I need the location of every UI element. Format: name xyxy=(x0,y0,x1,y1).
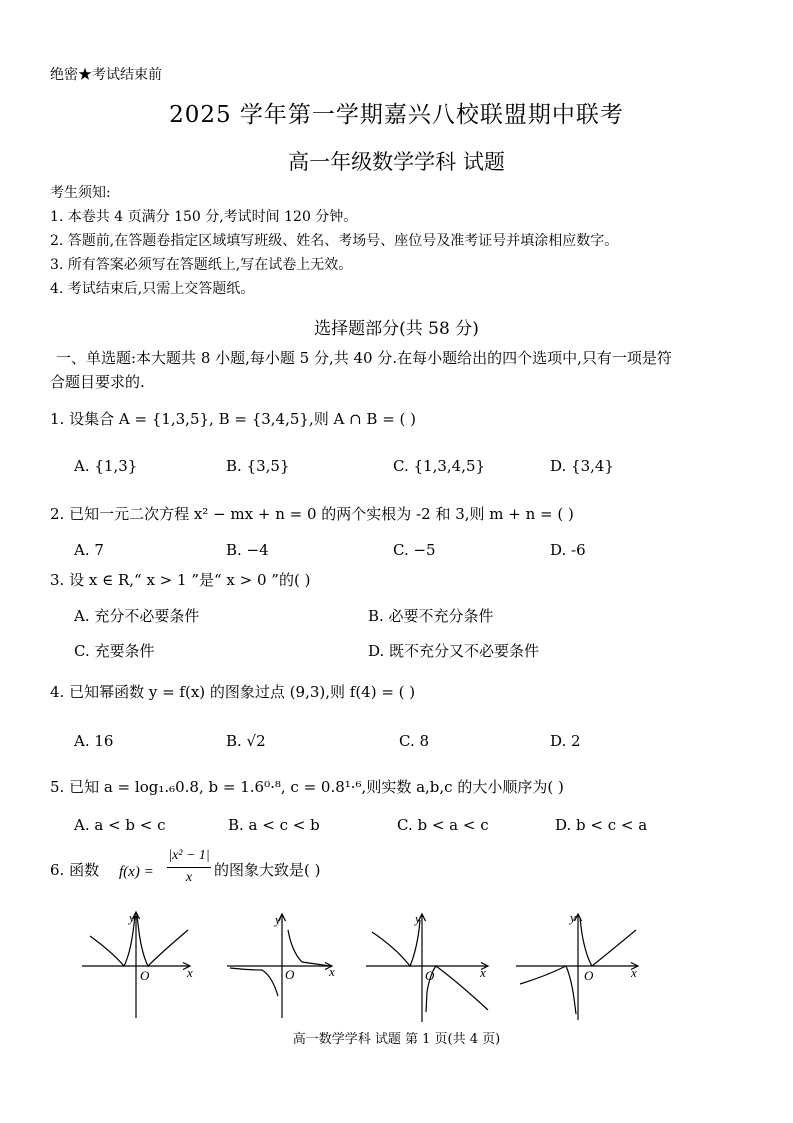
notice-item: 4. 考试结束后,只需上交答题纸。 xyxy=(50,281,255,297)
q4-option-b: B. √2 xyxy=(226,732,266,750)
q5-option-c: C. b < a < c xyxy=(397,816,489,834)
q3-option-c: C. 充要条件 xyxy=(74,642,155,660)
axis-y-label: y xyxy=(129,910,135,925)
notice-heading: 考生须知: xyxy=(50,185,111,201)
page-footer: 高一数学学科 试题 第 1 页(共 4 页) xyxy=(292,1032,501,1047)
q1-option-a: A. {1,3} xyxy=(74,457,138,475)
q3-option-b: B. 必要不充分条件 xyxy=(368,607,494,625)
q2-option-a: A. 7 xyxy=(74,541,104,559)
axis-y-label: y xyxy=(415,911,421,926)
q6-formula-numerator: |x² − 1| xyxy=(168,848,210,863)
confidential-label: 绝密★考试结束前 xyxy=(50,67,162,83)
question-3-stem: 3. 设 x ∈ R,“ x > 1 ”是“ x > 0 ”的( ) xyxy=(50,571,311,589)
graph-option-d xyxy=(516,914,638,1020)
question-5-stem: 5. 已知 a = log₁.₆0.8, b = 1.6⁰·⁸, c = 0.8¹·⁶,则实数 a,b,c 的大小顺序为( ) xyxy=(50,778,564,796)
q2-option-b: B. −4 xyxy=(226,541,269,559)
section-title: 选择题部分(共 58 分) xyxy=(314,319,479,339)
exam-subtitle: 高一年级数学学科 试题 xyxy=(288,150,505,174)
q1-option-b: B. {3,5} xyxy=(226,457,290,475)
question-1-stem: 1. 设集合 A = {1,3,5}, B = {3,4,5},则 A ∩ B = ( ) xyxy=(50,410,417,428)
q6-stem-prefix: 6. 函数 xyxy=(50,861,100,879)
q2-option-d: D. -6 xyxy=(550,541,586,559)
notice-item: 3. 所有答案必须写在答题纸上,写在试卷上无效。 xyxy=(50,257,353,273)
graph-option-a xyxy=(82,912,190,1018)
q5-option-b: B. a < c < b xyxy=(228,816,320,834)
part-instruction-cont: 合题目要求的. xyxy=(50,373,145,391)
axis-y-label: y xyxy=(570,910,576,925)
axis-x-label: x xyxy=(187,965,193,980)
axis-x-label: x xyxy=(631,965,637,980)
exam-title: 2025 学年第一学期嘉兴八校联盟期中联考 xyxy=(169,102,624,128)
axis-x-label: x xyxy=(480,965,486,980)
q6-stem-suffix: 的图象大致是( ) xyxy=(214,861,321,879)
q4-option-c: C. 8 xyxy=(399,732,430,750)
q5-option-a: A. a < b < c xyxy=(74,816,166,834)
question-4-stem: 4. 已知幂函数 y = f(x) 的图象过点 (9,3),则 f(4) = ( ) xyxy=(50,683,416,701)
notice-item: 1. 本卷共 4 页满分 150 分,考试时间 120 分钟。 xyxy=(50,209,358,225)
origin-label: O xyxy=(285,967,295,982)
q1-option-c: C. {1,3,4,5} xyxy=(393,457,486,475)
part-instruction: 一、单选题:本大题共 8 小题,每小题 5 分,共 40 分.在每小题给出的四个选项中,只有一项是符 xyxy=(56,349,672,367)
q2-option-c: C. −5 xyxy=(393,541,436,559)
origin-label: O xyxy=(425,968,435,983)
q4-option-d: D. 2 xyxy=(550,732,581,750)
fraction-bar xyxy=(167,867,211,868)
q3-option-d: D. 既不充分又不必要条件 xyxy=(368,642,540,660)
q4-option-a: A. 16 xyxy=(74,732,114,750)
q5-option-d: D. b < c < a xyxy=(555,816,648,834)
origin-label: O xyxy=(140,968,150,983)
q1-option-d: D. {3,4} xyxy=(550,457,614,475)
q6-formula-denominator: x xyxy=(185,870,193,885)
axis-y-label: y xyxy=(275,912,281,927)
question-2-stem: 2. 已知一元二次方程 x² − mx + n = 0 的两个实根为 -2 和 3,则 m + n = ( ) xyxy=(50,505,574,523)
graph-option-b xyxy=(227,914,332,1018)
q3-option-a: A. 充分不必要条件 xyxy=(74,607,200,625)
notice-item: 2. 答题前,在答题卷指定区域填写班级、姓名、考场号、座位号及准考证号并填涂相应数字。 xyxy=(50,233,619,249)
origin-label: O xyxy=(584,968,594,983)
axis-x-label: x xyxy=(329,964,335,979)
q6-formula-lhs: f(x) = xyxy=(119,864,154,880)
q6-graph-options xyxy=(0,900,793,1025)
